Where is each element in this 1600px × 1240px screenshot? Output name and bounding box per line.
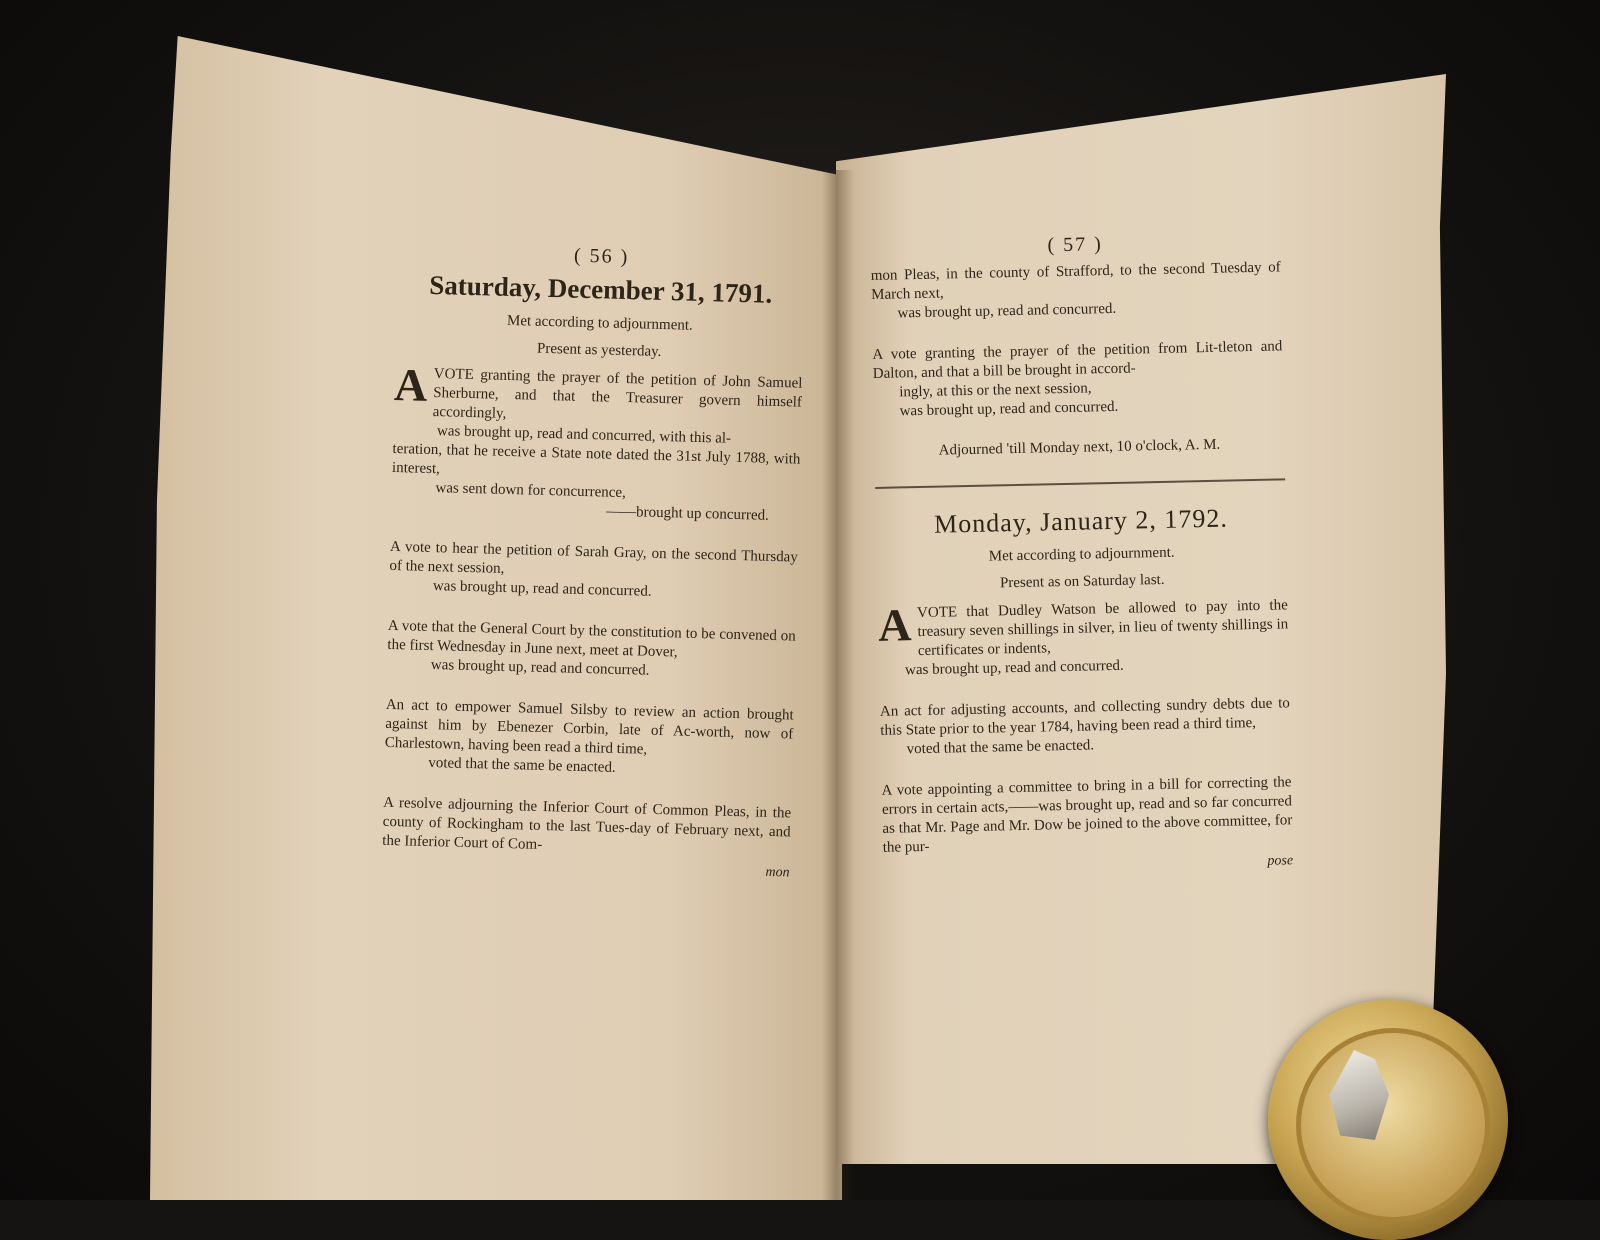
met-line: Met according to adjournment. xyxy=(506,312,693,334)
entry-text: A resolve adjourning the Inferior Court of Common Pleas, in the county of Rockingham to the last Tues-day of February next, and the Inferior Court of Com- xyxy=(382,794,792,853)
entry-text: An act for adjusting accounts, and collecting sundry debts due to this State prior to the year 1784, having been read a third time, xyxy=(879,695,1291,739)
gold-medallion-bookmark xyxy=(1268,1000,1508,1240)
entry-brought-back: ——brought up concurred. xyxy=(605,503,770,524)
book-gutter xyxy=(822,170,854,1200)
page-number-56: ( 56 ) xyxy=(573,244,630,269)
entry-brought: was brought up, read and concurred, with this al- xyxy=(436,423,732,447)
entry-text: A vote to hear the petition of Sarah Gray, on the second Thursday of the next session, xyxy=(389,538,799,577)
catchword: mon xyxy=(765,864,790,881)
entry-silsby xyxy=(384,696,794,783)
adjourned-line: Adjourned 'till Monday next, 10 o'clock, A. M. xyxy=(938,436,1221,459)
met-line: Met according to adjournment. xyxy=(988,544,1175,565)
entry-brought: was brought up, read and concurred. xyxy=(430,657,650,679)
present-line: Present as yesterday. xyxy=(536,340,662,360)
entry-brought: was brought up, read and concurred. xyxy=(432,578,652,600)
entry-text: An act to empower Samuel Silsby to review an action brought against him by Ebenezer Corbin, late of Ac-worth, now of Charlestown, having been read a third time, xyxy=(384,696,794,758)
catchword: pose xyxy=(1267,853,1294,869)
entry-text: VOTE that Dudley Watson be allowed to pay into the treasury seven shillings in silver, in lieu of twenty shillings in certificates or indents, xyxy=(916,597,1289,660)
medallion-face xyxy=(1296,1028,1490,1222)
present-line: Present as on Saturday last. xyxy=(999,571,1165,592)
entry-general-court xyxy=(387,617,796,685)
entry-sent: was sent down for concurrence, xyxy=(435,480,627,502)
entry-alteration: teration, that he receive a State note dated the 31st July 1788, with interest, xyxy=(391,440,801,478)
entry-littleton xyxy=(872,337,1284,422)
entry-sherburne xyxy=(391,358,803,527)
left-page-text xyxy=(381,240,806,903)
entry-text-cont: ingly, at this or the next session, xyxy=(899,380,1092,401)
entry-rockingham xyxy=(381,794,791,882)
entry-text: mon Pleas, in the county of Strafford, to the second Tuesday of March next, xyxy=(870,259,1281,303)
section-divider xyxy=(875,478,1285,489)
entry-text: A vote appointing a committee to bring in a bill for correcting the errors in certain acts,——was brought up, read and so far concurred as that Mr. Page and Mr. Dow be joined to the above committee, for the pur- xyxy=(881,774,1293,856)
entry-watson xyxy=(878,596,1290,681)
drop-cap: A xyxy=(393,358,429,411)
entry-text: A vote granting the prayer of the petition from Lit-tleton and Dalton, and that a bill be brought in accord- xyxy=(872,338,1283,382)
entry-committee xyxy=(881,773,1293,878)
drop-cap: A xyxy=(877,599,912,651)
entry-text: A vote that the General Court by the constitution to be convened on the first Wednesday in June next, meet at Dover, xyxy=(387,617,796,661)
entry-voted: voted that the same be enacted. xyxy=(906,737,1095,758)
entry-brought: was brought up, read and concurred. xyxy=(899,398,1119,420)
entry-brought: was brought up, read and concurred. xyxy=(904,657,1124,679)
date-heading-jan-2: Monday, January 2, 1792. xyxy=(933,503,1229,539)
entry-brought: was brought up, read and concurred. xyxy=(897,300,1117,322)
entry-accounts xyxy=(880,694,1291,760)
date-heading-dec-31: Saturday, December 31, 1791. xyxy=(428,269,773,309)
entry-text: VOTE granting the prayer of the petition of John Samuel Sherburne, and that the Treasurer govern himself accordingly, xyxy=(432,365,803,422)
page-number-57: ( 57 ) xyxy=(1047,233,1104,257)
right-page-text xyxy=(870,229,1294,899)
entry-voted: voted that the same be enacted. xyxy=(428,754,616,776)
entry-sarah-gray xyxy=(389,538,798,606)
entry-strafford xyxy=(871,258,1282,324)
